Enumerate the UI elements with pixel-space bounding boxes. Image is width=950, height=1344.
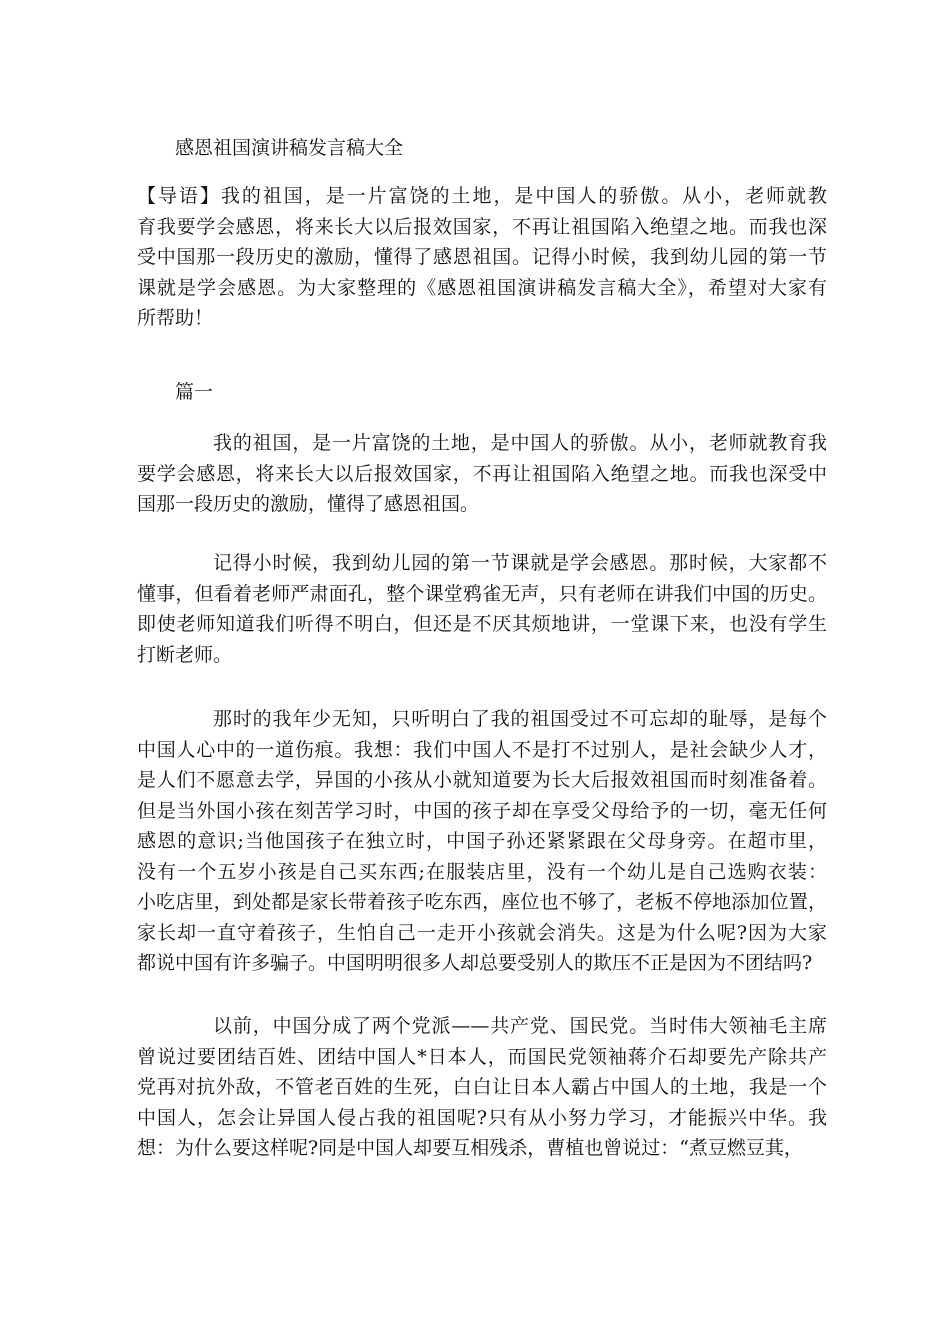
intro-paragraph: [137, 181, 827, 334]
paragraph-line: 中国人心中的一道伤痕。我想：我们中国人不是打不过别人，是社会缺少人才，: [137, 738, 827, 761]
intro-line: 所帮助！: [137, 307, 214, 329]
paragraph-line: 都说中国有许多骗子。中国明明很多人却总要受别人的欺压不正是因为不团结吗?: [137, 952, 813, 974]
intro-line: 受中国那一段历史的激励，懂得了感恩祖国。记得小时候，我到幼儿园的第一节: [137, 246, 827, 268]
body-paragraph-3: [137, 704, 827, 979]
paragraph-line: 小吃店里，到处都是家长带着孩子吃东西，座位也不够了，老板不停地添加位置，: [137, 891, 827, 913]
section-heading: 篇一: [175, 381, 214, 403]
paragraph-line: 懂事，但看着老师严肃面孔，整个课堂鸦雀无声，只有老师在讲我们中国的历史。: [137, 582, 827, 605]
intro-line: 育我要学会感恩，将来长大以后报效国家，不再让祖国陷入绝望之地。而我也深: [137, 215, 827, 238]
document-title: 感恩祖国演讲稿发言稿大全: [175, 137, 404, 159]
paragraph-line: 曾说过要团结百姓、团结中国人*日本人，而国民党领袖蒋介石却要先产除共产: [137, 1045, 827, 1068]
paragraph-line: 即使老师知道我们听得不明白，但还是不厌其烦地讲，一堂课下来，也没有学生: [137, 613, 827, 635]
intro-line: 【导语】我的祖国，是一片富饶的土地，是中国人的骄傲。从小，老师就教: [137, 185, 827, 207]
intro-line: 课就是学会感恩。为大家整理的《感恩祖国演讲稿发言稿大全》，希望对大家有: [137, 276, 827, 299]
paragraph-line: 是人们不愿意去学，异国的小孩从小就知道要为长大后报效祖国而时刻准备着。: [137, 769, 827, 791]
paragraph-line: 记得小时候，我到幼儿园的第一节课就是学会感恩。那时候，大家都不: [213, 552, 827, 574]
paragraph-line: 以前，中国分成了两个党派——共产党、国民党。当时伟大领袖毛主席: [213, 1015, 827, 1037]
paragraph-line: 要学会感恩，将来长大以后报效国家，不再让祖国陷入绝望之地。而我也深受中: [137, 462, 827, 485]
paragraph-line: 打断老师。: [137, 643, 233, 666]
paragraph-line: 但是当外国小孩在刻苦学习时，中国的孩子却在享受父母给予的一切，毫无任何: [137, 799, 827, 822]
paragraph-line: 我的祖国，是一片富饶的土地，是中国人的骄傲。从小，老师就教育我: [213, 432, 827, 454]
paragraph-line: 中国人，怎会让异国人侵占我的祖国呢?只有从小努力学习，才能振兴中华。我: [137, 1106, 827, 1129]
paragraph-line: 党再对抗外敌，不管老百姓的生死，白白让日本人霸占中国人的土地，我是一个: [137, 1076, 827, 1098]
paragraph-line: 家长却一直守着孩子，生怕自己一走开小孩就会消失。这是为什么呢?因为大家: [137, 921, 827, 944]
paragraph-line: 没有一个五岁小孩是自己买东西;在服装店里，没有一个幼儿是自己选购衣装：: [137, 860, 827, 883]
body-paragraph-2: [137, 548, 827, 670]
paragraph-line: 那时的我年少无知，只听明白了我的祖国受过不可忘却的耻辱，是每个: [213, 708, 827, 730]
body-paragraph-4: [137, 1011, 827, 1164]
body-paragraph-1: [137, 428, 827, 520]
paragraph-line: 想：为什么要这样呢?同是中国人却要互相残杀，曹植也曾说过：“煮豆燃豆萁，: [137, 1137, 803, 1159]
paragraph-line: 感恩的意识;当他国孩子在独立时，中国子孙还紧紧跟在父母身旁。在超市里，: [137, 830, 827, 852]
paragraph-line: 国那一段历史的激励，懂得了感恩祖国。: [137, 493, 480, 515]
